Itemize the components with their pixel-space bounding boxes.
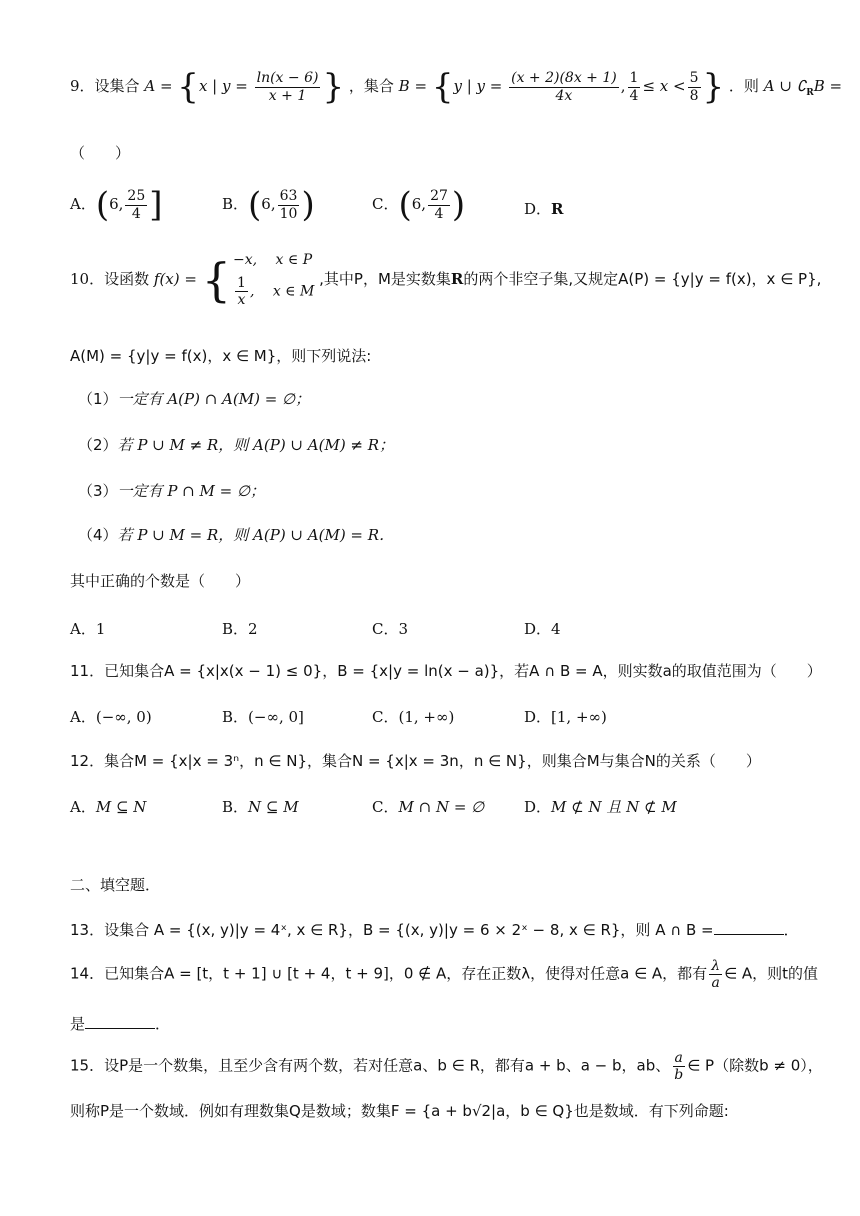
q9-option-a[interactable]: A．(6, $\frac{25}{4}$ ] [70,185,163,225]
q9-setB-fraction: $\frac{(x + 2)(8x + 1)}{4x}$ [511,70,617,104]
q13-text: 13．设集合 A = {(x, y)|y = 4ˣ, x ∈ R}，B = {(x, y)|y = 6 × 2ˣ − 8, x ∈ R}，则 A ∩ B = ． [70,921,799,939]
q10-number: 10． [70,270,105,288]
q15-fraction: $\frac{a}{b}$ [674,1050,684,1084]
q9-setA-body: x | y = [198,77,248,95]
q14-line2: 是 ． [70,1015,171,1033]
q12-option-d[interactable]: D．M ⊄ N 且 N ⊄ M [524,798,677,816]
q9-setA-fraction: $\frac{\ln(x - 6)}{x + 1}$ [256,70,319,104]
q10-statement-2: （2）若 P ∪ M ≠ R，则 A(P) ∪ A(M) ≠ R； [78,436,395,454]
q9-option-b[interactable]: B．(6, $\frac{63}{10}$ ) [222,185,315,225]
q11-text: 11．已知集合A = {x|x(x − 1) ≤ 0}，B = {x|y = ln(x − a)}，若A ∩ B = A，则实数a的取值范围为（ ） [70,662,822,680]
q10-option-d[interactable]: D．4 [524,620,561,638]
q12-option-a[interactable]: A．M ⊆ N [70,798,147,816]
q11-option-b[interactable]: B．(−∞, 0] [222,708,304,726]
q9-five-eighths: $\frac{5}{8}$ [689,70,699,104]
q10-option-c[interactable]: C．3 [372,620,409,638]
q10-line2: A(M) = {y|y = f(x)，x ∈ M}，则下列说法: [70,347,372,365]
q9-number: 9． [70,77,95,95]
q9-line1: 9．设集合 A = {x | y = $\frac{\ln(x - 6)}{x + 1}$ } ，集合 B = {y | y = $\frac{(x + 2)(8x + 1)}{4x}$ , $\frac{1}{4}$ ≤ x < $\frac{5}{8}$ } ．则 A ∪ $∁_RB$ = [70,67,843,107]
q15-line1: 15．设P是一个数集，且至少含有两个数，若对任意a、b ∈ R，都有a + b、a − b，ab、 $\frac{a}{b}$ ∈ P（除数b ≠ 0）， [70,1050,823,1084]
q14-fraction: $\frac{\lambda}{a}$ [711,958,721,992]
section-heading: 二、填空题． [70,876,161,894]
q10-piecewise: { −x, x ∈ P $\frac{1}{x}$ , x ∈ M [201,252,315,308]
q9-text2: ，集合 [348,77,394,95]
q10-option-b[interactable]: B．2 [222,620,258,638]
q14-answer-blank[interactable] [85,1014,155,1029]
q9-option-d[interactable]: D．R [524,200,564,218]
q10-line1: 10．设函数 f(x) = { −x, x ∈ P $\frac{1}{x}$ , x ∈ M ,其中P，M是实数集R的两个非空子集,又规定A(P) = {y|y = f(x)，x ∈ P}, [70,252,822,308]
q9-option-c[interactable]: C．(6, $\frac{27}{4}$ ) [372,185,466,225]
q9-setB-body: y | y = [453,77,503,95]
q10-question: 其中正确的个数是（ ） [70,572,251,590]
q9-setA-label: A = [144,77,173,95]
q13-answer-blank[interactable] [714,920,784,935]
q10-statement-3: （3）一定有 P ∩ M = ∅； [78,482,266,500]
q10-option-a[interactable]: A．1 [70,620,106,638]
q15-line2: 则称P是一个数域．例如有理数集Q是数域；数集F = {a + b√2|a，b ∈ Q}也是数域．有下列命题: [70,1102,729,1120]
q11-option-d[interactable]: D．[1, +∞) [524,708,607,726]
q9-expression: A ∪ ∁ [763,77,807,95]
q11-option-a[interactable]: A．(−∞, 0) [70,708,152,726]
q10-statement-1: （1）一定有 A(P) ∩ A(M) = ∅； [78,390,311,408]
q9-setB-label: B = [398,77,428,95]
q11-option-c[interactable]: C．(1, +∞) [372,708,455,726]
q9-text3: ．则 [728,77,759,95]
q10-statement-4: （4）若 P ∪ M = R，则 A(P) ∪ A(M) = R． [78,526,395,544]
q9-quarter: $\frac{1}{4}$ [629,70,639,104]
q14-line1: 14．已知集合A = [t，t + 1] ∪ [t + 4，t + 9]，0 ∉ A，存在正数λ，使得对任意a ∈ A，都有 $\frac{\lambda}{a}$ ∈ A，则t的值 [70,958,819,992]
q10-text3: 的两个非空子集,又规定A(P) = {y|y = f(x)，x ∈ P}, [463,270,822,288]
q9-paren: （ ） [70,144,131,162]
q10-text2: ,其中P，M是实数集 [319,270,451,288]
q12-text: 12．集合M = {x|x = 3ⁿ，n ∈ N}，集合N = {x|x = 3n，n ∈ N}，则集合M与集合N的关系（ ） [70,752,761,770]
q10-function: f(x) = [153,270,197,288]
q12-option-b[interactable]: B．N ⊆ M [222,798,299,816]
q9-text: 设集合 [94,77,140,95]
q12-option-c[interactable]: C．M ∩ N = ∅ [372,798,485,816]
